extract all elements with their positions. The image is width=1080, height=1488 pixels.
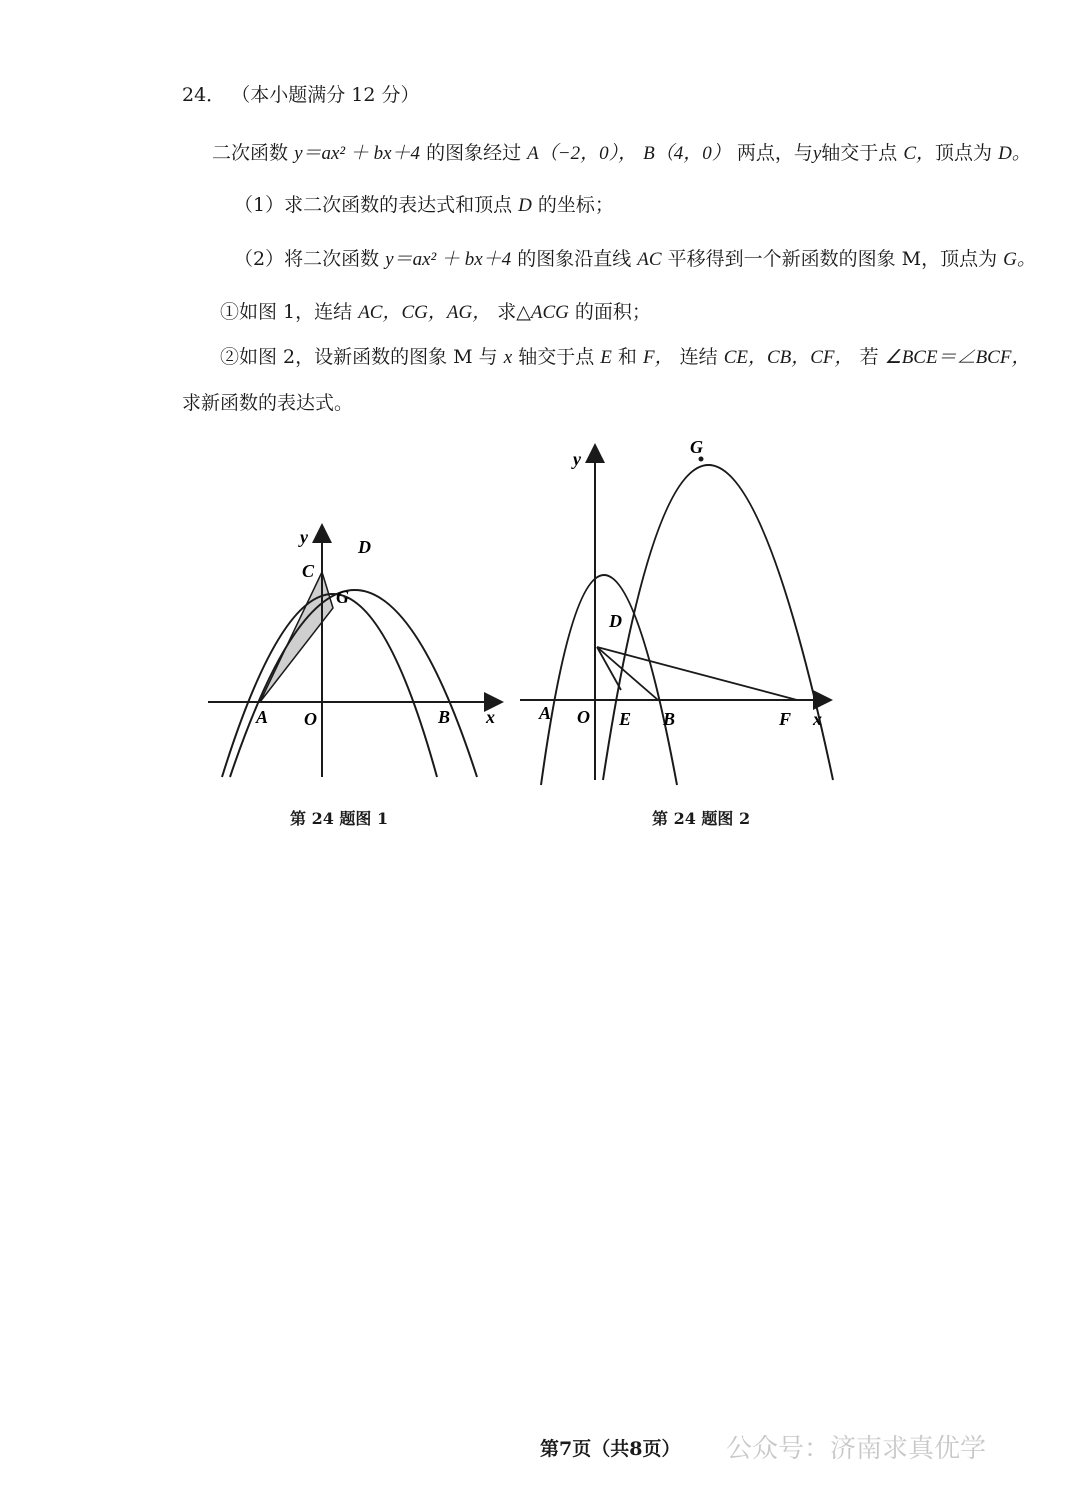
point-d: D xyxy=(518,195,532,216)
stem-text: 的图象经过 xyxy=(426,142,522,164)
stem-text: 二次函数 xyxy=(212,142,289,164)
x-variable: x xyxy=(503,347,513,368)
label-o: O xyxy=(577,707,590,727)
label-x: x xyxy=(486,707,495,727)
label-y: y xyxy=(573,449,581,469)
label-b: B xyxy=(663,709,676,729)
point-c: C， xyxy=(903,143,936,164)
point-g: G。 xyxy=(1003,249,1036,270)
segments: AC，CG，AG， xyxy=(358,302,492,323)
figure-1-caption: 第 24 题图 1 xyxy=(290,809,389,828)
figure-1 xyxy=(200,515,510,785)
label-b: B xyxy=(438,707,451,727)
label-a: A xyxy=(539,703,552,723)
label-g: G xyxy=(336,587,349,607)
function-expression: y＝ax² ＋ bx＋4 xyxy=(294,143,421,164)
problem-header xyxy=(182,80,420,107)
part-2-text: 平移得到一个新函数的图象 M，顶点为 xyxy=(667,248,998,270)
subpart-1-text: 的面积； xyxy=(574,301,651,323)
label-c: C xyxy=(302,561,315,581)
stem-text: 两点，与 xyxy=(736,142,813,164)
subpart-2-text: ②如图 2，设新函数的图象 M 与 xyxy=(220,346,498,368)
point-d: D。 xyxy=(998,143,1031,164)
subpart-2-text: 连结 xyxy=(679,346,718,368)
subpart-2-text: 轴交于点 xyxy=(518,346,595,368)
point-f: F， xyxy=(642,347,674,368)
figure-2-caption: 第 24 题图 2 xyxy=(652,809,751,828)
label-f: F xyxy=(779,709,792,729)
stem-text: 轴交于点 xyxy=(821,142,898,164)
label-g: G xyxy=(690,437,703,457)
part-2-text: 的图象沿直线 xyxy=(517,248,632,270)
line-ac: AC xyxy=(637,249,662,270)
problem-score: （本小题满分 12 分） xyxy=(231,84,420,106)
problem-stem xyxy=(212,138,1031,165)
part-1-text: （1）求二次函数的表达式和顶点 xyxy=(234,194,513,216)
label-y: y xyxy=(300,527,308,547)
part-2-text: （2）将二次函数 xyxy=(234,248,380,270)
watermark: 公众号：济南求真优学 xyxy=(726,1434,987,1464)
subpart-1 xyxy=(220,297,651,324)
parabola-original xyxy=(541,575,677,785)
part-1-text: 的坐标； xyxy=(537,194,614,216)
page-footer: 第7页（共8页） xyxy=(540,1438,681,1460)
label-d: D xyxy=(609,611,622,631)
segments: CE，CB，CF， xyxy=(723,347,854,368)
triangle-acg: ACG xyxy=(530,302,569,323)
vertex-g-dot xyxy=(699,457,704,462)
point-a-coords: A（−2，0）， xyxy=(527,143,638,164)
stem-text: 顶点为 xyxy=(935,142,993,164)
parabola-original xyxy=(230,590,477,777)
y-variable: y xyxy=(812,143,822,164)
subpart-2 xyxy=(220,342,1030,369)
problem-number: 24． xyxy=(182,84,226,106)
function-expression: y＝ax² ＋ bx＋4 xyxy=(385,249,512,270)
label-e: E xyxy=(619,709,632,729)
subpart-2-text: 若 xyxy=(859,346,879,368)
label-o: O xyxy=(304,709,317,729)
segment-ce xyxy=(597,647,621,690)
label-d: D xyxy=(358,537,371,557)
subpart-2-text: 和 xyxy=(617,346,637,368)
subpart-1-text: 求△ xyxy=(497,301,531,323)
part-2 xyxy=(234,244,1036,271)
figure-2 xyxy=(515,435,840,800)
angle-condition: ∠BCE＝∠BCF， xyxy=(884,347,1031,368)
subpart-1-text: ①如图 1，连结 xyxy=(220,301,353,323)
subpart-2-last: 求新函数的表达式。 xyxy=(182,392,354,414)
point-e: E xyxy=(600,347,612,368)
part-1 xyxy=(234,190,614,217)
label-x: x xyxy=(813,709,822,729)
label-a: A xyxy=(256,707,269,727)
point-b-coords: B（4，0） xyxy=(643,143,731,164)
